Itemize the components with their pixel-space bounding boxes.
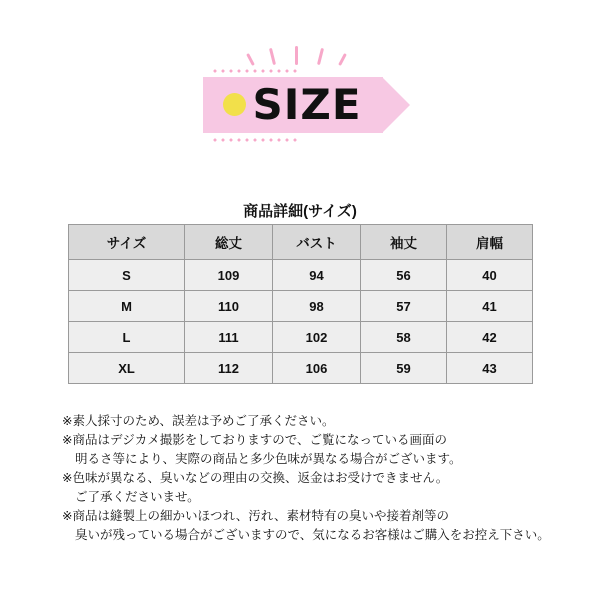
size-banner xyxy=(0,45,600,150)
table-cell: S xyxy=(69,260,185,291)
size-table xyxy=(68,224,533,384)
table-cell: 112 xyxy=(185,353,273,384)
note-line: ※素人採寸のため、誤差は予めご了承ください。 xyxy=(62,414,335,428)
table-row xyxy=(69,291,533,322)
table-cell: 98 xyxy=(273,291,361,322)
table-row xyxy=(69,322,533,353)
note-line: 明るさ等により、実際の商品と多少色味が異なる場合がございます。 xyxy=(75,452,462,466)
table-row xyxy=(69,353,533,384)
table-header-cell: サイズ xyxy=(69,225,185,260)
sparkle-ticks-icon xyxy=(241,45,361,67)
table-title: 商品詳細(サイズ) xyxy=(243,203,357,220)
note-line: ※商品は縫製上の細かいほつれ、汚れ、素材特有の臭いや接着剤等の xyxy=(62,509,449,523)
table-cell: 58 xyxy=(361,322,447,353)
table-header-row xyxy=(69,225,533,260)
table-row xyxy=(69,260,533,291)
banner-title: SIZE xyxy=(252,80,362,129)
note-line: ※商品はデジカメ撮影をしておりますので、ご覧になっている画面の xyxy=(62,433,447,447)
banner-bullet-icon xyxy=(223,93,246,116)
table-header-cell: 袖丈 xyxy=(361,225,447,260)
notes-block xyxy=(62,412,562,545)
size-banner-inner xyxy=(193,45,408,150)
table-header-cell: 肩幅 xyxy=(447,225,533,260)
table-cell: 41 xyxy=(447,291,533,322)
table-cell: M xyxy=(69,291,185,322)
table-cell: 94 xyxy=(273,260,361,291)
dotted-line-bottom-icon xyxy=(211,138,301,142)
table-cell: 57 xyxy=(361,291,447,322)
table-cell: 43 xyxy=(447,353,533,384)
table-header-cell: 総丈 xyxy=(185,225,273,260)
dotted-line-top-icon xyxy=(211,69,301,73)
table-cell: 111 xyxy=(185,322,273,353)
note-line: ※色味が異なる、臭いなどの理由の交換、返金はお受けできません。 xyxy=(62,471,449,485)
table-cell: 59 xyxy=(361,353,447,384)
table-cell: 110 xyxy=(185,291,273,322)
table-cell: L xyxy=(69,322,185,353)
table-cell: XL xyxy=(69,353,185,384)
note-line: 臭いが残っている場合がございますので、気になるお客様はご購入をお控え下さい。 xyxy=(75,528,550,542)
table-header-cell: バスト xyxy=(273,225,361,260)
table-cell: 40 xyxy=(447,260,533,291)
table-cell: 56 xyxy=(361,260,447,291)
table-cell: 42 xyxy=(447,322,533,353)
note-line: ご了承くださいませ。 xyxy=(75,490,200,504)
table-cell: 109 xyxy=(185,260,273,291)
table-cell: 102 xyxy=(273,322,361,353)
table-cell: 106 xyxy=(273,353,361,384)
